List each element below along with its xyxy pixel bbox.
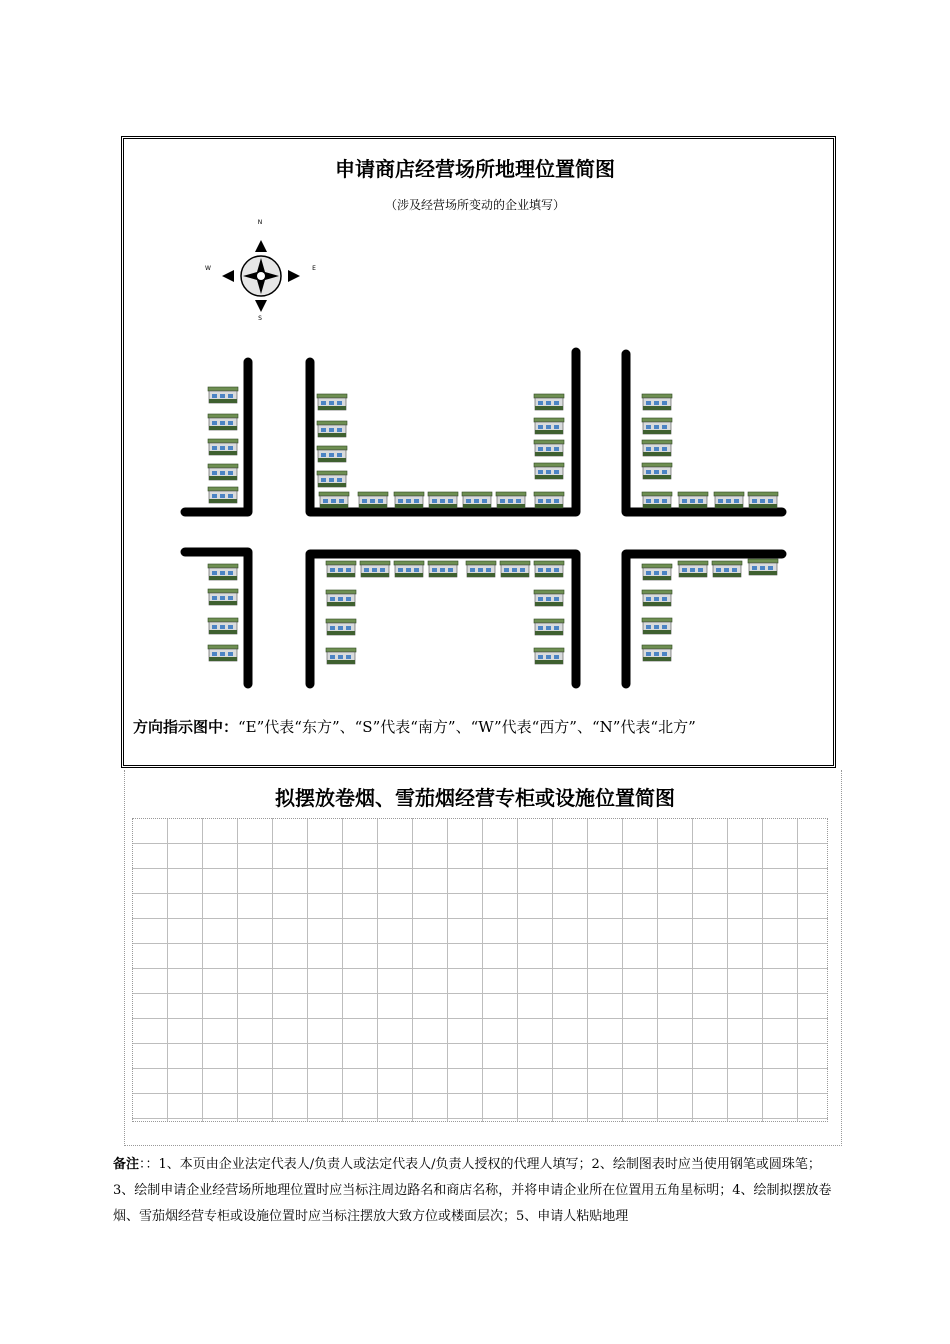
street-map (170, 340, 800, 700)
remarks-text: ：：1、本页由企业法定代表人/负责人或法定代表人/负责人授权的代理人填写；2、绘制图表时应当使用钢笔或圆珠笔；3、绘制申请企业经营场所地理位置时应当标注周边路名和商店名称，并将申请企业所在位置用五角星标明；4、绘制拟摆放卷烟、雪茄烟经营专柜或设施位置时应当标注摆放大致方位或楼面层次；5、申请人粘贴地理 (113, 1157, 832, 1224)
remarks (113, 1152, 837, 1230)
compass-s-label: S (258, 315, 262, 322)
legend-label: 方向指示图中： (133, 718, 239, 736)
map-title: 申请商店经营场所地理位置简图 (335, 157, 615, 181)
map-subtitle: （涉及经营场所变动的企业填写） (384, 198, 565, 212)
compass-n-label: N (257, 219, 263, 226)
direction-legend (133, 716, 833, 738)
cabinet-layout-title: 拟摆放卷烟、雪茄烟经营专柜或设施位置简图 (275, 786, 675, 810)
legend-text: “E”代表“东方”、“S”代表“南方”、“W”代表“西方”、“N”代表“北方” (238, 718, 696, 736)
drawing-grid[interactable] (132, 818, 828, 1122)
compass-w-label: W (205, 265, 211, 272)
compass-e-label: E (312, 265, 316, 272)
compass-rose-icon (200, 215, 320, 325)
building-icon (208, 387, 778, 664)
remarks-label: 备注 (113, 1157, 140, 1172)
